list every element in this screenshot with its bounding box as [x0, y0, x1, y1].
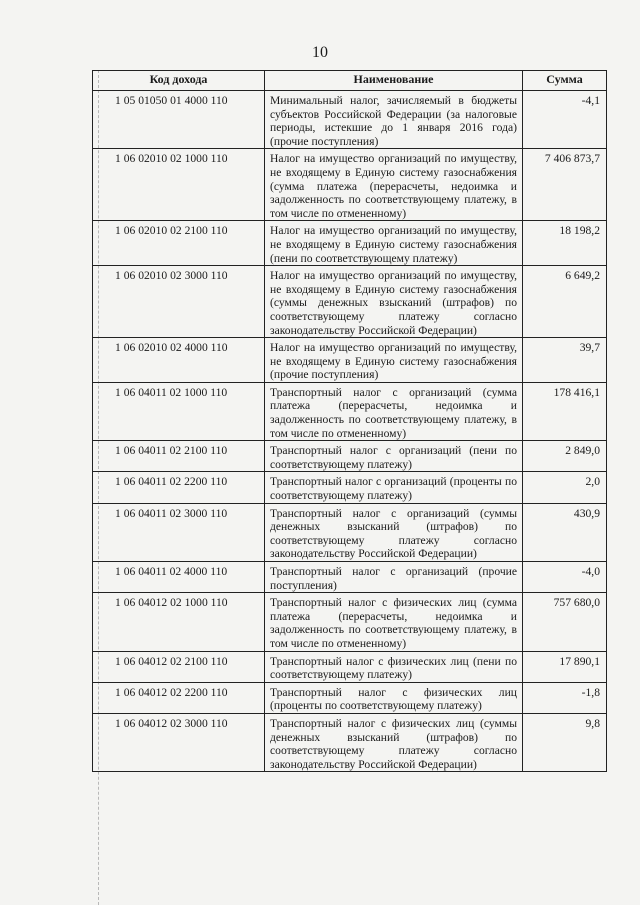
table-row — [93, 382, 607, 440]
header-sum: Сумма — [523, 71, 607, 91]
income-code-cell: 1 06 04012 02 2100 110 — [93, 651, 265, 682]
income-sum-cell: -4,0 — [523, 562, 607, 593]
table-row — [93, 338, 607, 383]
income-code-cell: 1 06 04012 02 3000 110 — [93, 713, 265, 771]
income-sum-cell: 6 649,2 — [523, 266, 607, 338]
income-code-cell: 1 06 04012 02 2200 110 — [93, 682, 265, 713]
income-sum-cell: -1,8 — [523, 682, 607, 713]
income-name-cell: Транспортный налог с организаций (прочие поступления) — [265, 562, 523, 593]
table-header-row — [93, 71, 607, 91]
table-row — [93, 441, 607, 472]
income-code-cell: 1 06 04011 02 1000 110 — [93, 382, 265, 440]
income-sum-cell: -4,1 — [523, 91, 607, 149]
header-code: Код дохода — [93, 71, 265, 91]
income-sum-cell: 39,7 — [523, 338, 607, 383]
table-row — [93, 266, 607, 338]
income-code-cell: 1 06 04012 02 1000 110 — [93, 593, 265, 651]
table-row — [93, 562, 607, 593]
table-row — [93, 221, 607, 266]
income-sum-cell: 2,0 — [523, 472, 607, 503]
income-name-cell: Налог на имущество организаций по имуществу, не входящему в Единую систему газоснабжения (суммы денежных взысканий (штрафов) по соответствующему платежу согласно законодательству Российской Федерации) — [265, 266, 523, 338]
revenue-table — [92, 70, 607, 772]
income-code-cell: 1 06 02010 02 1000 110 — [93, 149, 265, 221]
income-name-cell: Транспортный налог с физических лиц (сумма платежа (перерасчеты, недоимка и задолженность по соответствующему платежу, в том числе по отмененному) — [265, 593, 523, 651]
page-number: 10 — [312, 44, 328, 61]
income-code-cell: 1 06 02010 02 4000 110 — [93, 338, 265, 383]
table-row — [93, 651, 607, 682]
income-name-cell: Транспортный налог с физических лиц (суммы денежных взысканий (штрафов) по соответствующему платежу согласно законодательству Российской Федерации) — [265, 713, 523, 771]
table-row — [93, 472, 607, 503]
income-name-cell: Транспортный налог с организаций (проценты по соответствующему платежу) — [265, 472, 523, 503]
table-body — [93, 91, 607, 772]
income-sum-cell: 9,8 — [523, 713, 607, 771]
income-name-cell: Транспортный налог с организаций (суммы денежных взысканий (штрафов) по соответствующему платежу согласно законодательству Российской Федерации) — [265, 503, 523, 561]
income-sum-cell: 430,9 — [523, 503, 607, 561]
income-sum-cell: 2 849,0 — [523, 441, 607, 472]
income-name-cell: Налог на имущество организаций по имуществу, не входящему в Единую систему газоснабжения (сумма платежа (перерасчеты, недоимка и задолженность по соответствующему платежу, в том числе по отмененному) — [265, 149, 523, 221]
income-name-cell: Налог на имущество организаций по имуществу, не входящему в Единую систему газоснабжения (прочие поступления) — [265, 338, 523, 383]
table-row — [93, 149, 607, 221]
table-row — [93, 713, 607, 771]
income-name-cell: Минимальный налог, зачисляемый в бюджеты субъектов Российской Федерации (за налоговые периоды, истекшие до 1 января 2016 года) (прочие поступления) — [265, 91, 523, 149]
income-name-cell: Транспортный налог с организаций (сумма платежа (перерасчеты, недоимка и задолженность по соответствующему платежу, в том числе по отмененному) — [265, 382, 523, 440]
income-code-cell: 1 06 02010 02 3000 110 — [93, 266, 265, 338]
income-sum-cell: 178 416,1 — [523, 382, 607, 440]
income-code-cell: 1 05 01050 01 4000 110 — [93, 91, 265, 149]
income-code-cell: 1 06 02010 02 2100 110 — [93, 221, 265, 266]
income-sum-cell: 18 198,2 — [523, 221, 607, 266]
income-code-cell: 1 06 04011 02 4000 110 — [93, 562, 265, 593]
table-row — [93, 682, 607, 713]
income-name-cell: Налог на имущество организаций по имуществу, не входящему в Единую систему газоснабжения (пени по соответствующему платежу) — [265, 221, 523, 266]
income-code-cell: 1 06 04011 02 2100 110 — [93, 441, 265, 472]
income-sum-cell: 17 890,1 — [523, 651, 607, 682]
income-sum-cell: 7 406 873,7 — [523, 149, 607, 221]
income-name-cell: Транспортный налог с физических лиц (проценты по соответствующему платежу) — [265, 682, 523, 713]
table-row — [93, 593, 607, 651]
income-code-cell: 1 06 04011 02 2200 110 — [93, 472, 265, 503]
table-row — [93, 503, 607, 561]
income-code-cell: 1 06 04011 02 3000 110 — [93, 503, 265, 561]
income-sum-cell: 757 680,0 — [523, 593, 607, 651]
income-name-cell: Транспортный налог с организаций (пени по соответствующему платежу) — [265, 441, 523, 472]
header-name: Наименование — [265, 71, 523, 91]
table-row — [93, 91, 607, 149]
income-name-cell: Транспортный налог с физических лиц (пени по соответствующему платежу) — [265, 651, 523, 682]
